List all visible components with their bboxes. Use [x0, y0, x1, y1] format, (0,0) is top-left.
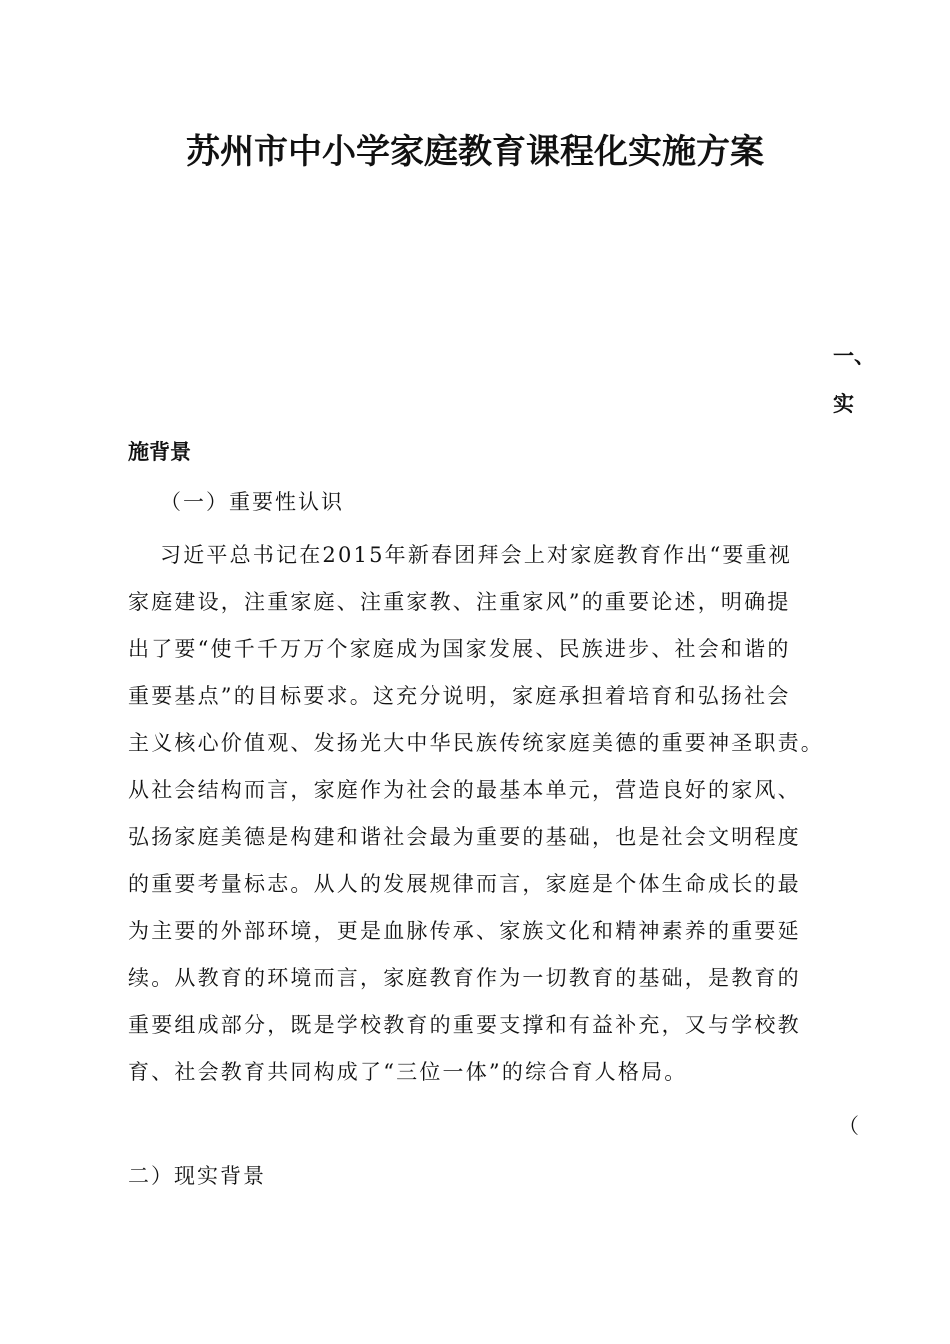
subsection-heading-fragment: （	[838, 1114, 859, 1138]
paragraph-line: 重要组成部分，既是学校教育的重要支撑和有益补充，又与学校教	[128, 1013, 801, 1037]
paragraph-line: 从社会结构而言，家庭作为社会的最基本单元，营造良好的家风、	[128, 778, 801, 802]
paragraph-line: 为主要的外部环境，更是血脉传承、家族文化和精神素养的重要延	[128, 919, 801, 943]
document-title: 苏州市中小学家庭教育课程化实施方案	[186, 132, 764, 172]
paragraph-line: 的重要考量标志。从人的发展规律而言，家庭是个体生命成长的最	[128, 872, 801, 896]
section-heading-number: 一、	[833, 344, 875, 368]
paragraph-line: 重要基点”的目标要求。这充分说明，家庭承担着培育和弘扬社会	[128, 684, 791, 708]
subsection-heading: （一）重要性认识	[160, 490, 344, 514]
section-heading-fragment: 实	[833, 392, 854, 416]
paragraph-line: 家庭建设，注重家庭、注重家教、注重家风”的重要论述，明确提	[128, 590, 791, 614]
subsection-heading: 二）现实背景	[128, 1164, 266, 1188]
section-heading-text: 施背景	[128, 440, 191, 464]
paragraph-line: 主义核心价值观、发扬光大中华民族传统家庭美德的重要神圣职责。	[128, 731, 824, 755]
paragraph-line: 弘扬家庭美德是构建和谐社会最为重要的基础，也是社会文明程度	[128, 825, 801, 849]
paragraph-line: 续。从教育的环境而言，家庭教育作为一切教育的基础，是教育的	[128, 966, 801, 990]
paragraph-line: 习近平总书记在2015年新春团拜会上对家庭教育作出“要重视	[160, 543, 792, 567]
paragraph-line: 出了要“使千千万万个家庭成为国家发展、民族进步、社会和谐的	[128, 637, 791, 661]
paragraph-line: 育、社会教育共同构成了“三位一体”的综合育人格局。	[128, 1060, 688, 1084]
